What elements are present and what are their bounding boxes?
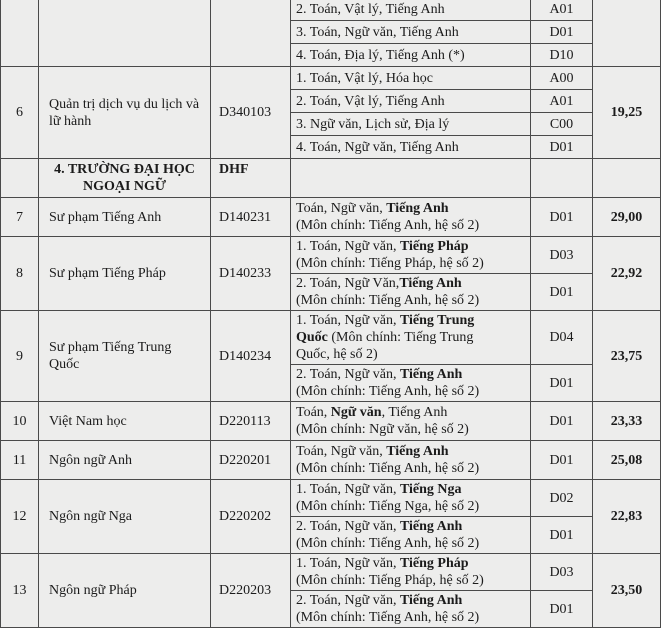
major-name-cell: Sư phạm Tiếng Pháp (39, 237, 211, 311)
combo-cell (291, 441, 531, 480)
combo-cell (291, 480, 531, 517)
major-name-cell: Sư phạm Tiếng Trung Quốc (39, 311, 211, 402)
block-code: D02 (531, 480, 593, 517)
block-code: D01 (531, 136, 593, 159)
combo-text: 1. Toán, Ngữ văn, (296, 482, 400, 497)
combo-text: 1. Toán, Ngữ văn, (296, 313, 400, 328)
table-row (1, 480, 661, 517)
block-code: D01 (531, 21, 593, 44)
major-name-cell: Ngôn ngữ Pháp (39, 554, 211, 628)
stt-cell: 7 (1, 198, 39, 237)
table-row (1, 402, 661, 441)
major-name-cell: Ngôn ngữ Nga (39, 480, 211, 554)
combo-text: Toán, Ngữ văn, (296, 201, 387, 216)
main-subject: Tiếng Anh (386, 444, 449, 459)
combo-cell (291, 198, 531, 237)
combo-cell (291, 311, 531, 365)
block-code: D01 (531, 365, 593, 402)
score-cell: 25,08 (593, 441, 661, 480)
main-subject: Tiếng Trung (399, 313, 475, 328)
score-cell: 29,00 (593, 198, 661, 237)
block-code: D03 (531, 554, 593, 591)
combo-text: 2. Toán, Ngữ văn, (296, 367, 400, 382)
combo-text: Toán, (296, 405, 331, 420)
major-name-cell: Quản trị dịch vụ du lịch và lữ hành (39, 67, 211, 159)
stt-cell: 11 (1, 441, 39, 480)
major-name-cell: Việt Nam học (39, 402, 211, 441)
combo-cell: 4. Toán, Địa lý, Tiếng Anh (*) (291, 44, 531, 67)
main-subject: Tiếng Pháp (399, 556, 469, 571)
combo-cell (291, 365, 531, 402)
score-cell: 22,83 (593, 480, 661, 554)
combo-text: 1. Toán, Ngữ văn, (296, 239, 400, 254)
major-code-cell: D140234 (211, 311, 291, 402)
combo-text: , Tiếng Anh (381, 405, 448, 420)
major-code-cell: D220202 (211, 480, 291, 554)
major-code-cell (211, 0, 291, 67)
score-cell (593, 159, 661, 198)
main-subject: Tiếng Anh (386, 201, 449, 216)
stt-cell: 13 (1, 554, 39, 628)
stt-cell: 10 (1, 402, 39, 441)
combo-note: (Môn chính: Ngữ văn, hệ số 2) (296, 422, 469, 437)
combo-text: Toán, Ngữ văn, (296, 444, 387, 459)
stt-cell (1, 0, 39, 67)
school-header-row (1, 159, 661, 198)
main-subject: Tiếng Pháp (399, 239, 469, 254)
table-row (1, 67, 661, 90)
combo-text: 1. Toán, Ngữ văn, (296, 556, 400, 571)
score-cell: 23,75 (593, 311, 661, 402)
combo-note: (Môn chính: Tiếng Anh, hệ số 2) (296, 293, 480, 308)
main-subject: Tiếng Anh (399, 276, 462, 291)
block-code: D01 (531, 591, 593, 628)
combo-note: (Môn chính: Tiếng Nga, hệ số 2) (296, 499, 480, 514)
combo-note: Quốc, hệ số 2) (296, 347, 378, 362)
combo-cell (291, 274, 531, 311)
stt-cell: 9 (1, 311, 39, 402)
stt-cell: 12 (1, 480, 39, 554)
major-code-cell: D220203 (211, 554, 291, 628)
block-code: A01 (531, 0, 593, 21)
block-code: D03 (531, 237, 593, 274)
score-cell: 19,25 (593, 67, 661, 159)
block-code: D10 (531, 44, 593, 67)
table-row (1, 198, 661, 237)
main-subject-cont: Quốc (296, 330, 328, 345)
combo-note: (Môn chính: Tiếng Anh, hệ số 2) (296, 218, 480, 233)
table-row (1, 311, 661, 365)
combo-note: (Môn chính: Tiếng Pháp, hệ số 2) (296, 256, 484, 271)
block-code: C00 (531, 113, 593, 136)
combo-cell (291, 237, 531, 274)
block-code: D01 (531, 274, 593, 311)
block-code: D01 (531, 441, 593, 480)
score-cell: 23,33 (593, 402, 661, 441)
score-cell (593, 0, 661, 67)
combo-cell: 1. Toán, Vật lý, Hóa học (291, 67, 531, 90)
combo-note: (Môn chính: Tiếng Anh, hệ số 2) (296, 536, 480, 551)
table-row (1, 554, 661, 591)
major-code-cell: D340103 (211, 67, 291, 159)
major-name-cell (39, 0, 211, 67)
major-name-cell: Sư phạm Tiếng Anh (39, 198, 211, 237)
stt-cell: 8 (1, 237, 39, 311)
block-code: D04 (531, 311, 593, 365)
score-cell: 22,92 (593, 237, 661, 311)
combo-cell: 4. Toán, Ngữ văn, Tiếng Anh (291, 136, 531, 159)
main-subject: Tiếng Anh (399, 367, 463, 382)
school-code: DHF (211, 159, 291, 198)
combo-text: 2. Toán, Ngữ văn, (296, 593, 400, 608)
table-row (1, 237, 661, 274)
combo-cell: 3. Toán, Ngữ văn, Tiếng Anh (291, 21, 531, 44)
combo-cell: 3. Ngữ văn, Lịch sử, Địa lý (291, 113, 531, 136)
table-row (1, 441, 661, 480)
main-subject: Tiếng Anh (399, 519, 463, 534)
combo-note: (Môn chính: Tiếng Trung (327, 330, 474, 345)
main-subject: Tiếng Anh (399, 593, 463, 608)
table-row (1, 0, 661, 21)
combo-note: (Môn chính: Tiếng Anh, hệ số 2) (296, 610, 480, 625)
combo-text: 2. Toán, Ngữ Văn, (296, 276, 400, 291)
main-subject: Tiếng Nga (399, 482, 462, 497)
major-code-cell: D140233 (211, 237, 291, 311)
main-subject: Ngữ văn (330, 405, 382, 420)
combo-note: (Môn chính: Tiếng Anh, hệ số 2) (296, 461, 480, 476)
combo-text: 2. Toán, Ngữ văn, (296, 519, 400, 534)
combo-cell: 2. Toán, Vật lý, Tiếng Anh (291, 0, 531, 21)
combo-cell (291, 402, 531, 441)
block-code: A01 (531, 90, 593, 113)
combo-cell (291, 591, 531, 628)
score-cell: 23,50 (593, 554, 661, 628)
block-code: D01 (531, 198, 593, 237)
combo-cell (291, 554, 531, 591)
stt-cell: 6 (1, 67, 39, 159)
combo-note: (Môn chính: Tiếng Pháp, hệ số 2) (296, 573, 484, 588)
major-code-cell: D220201 (211, 441, 291, 480)
school-name: 4. TRƯỜNG ĐẠI HỌC NGOẠI NGỮ (39, 159, 211, 198)
block-code (531, 159, 593, 198)
block-code: A00 (531, 67, 593, 90)
combo-cell (291, 159, 531, 198)
block-code: D01 (531, 402, 593, 441)
block-code: D01 (531, 517, 593, 554)
combo-cell: 2. Toán, Vật lý, Tiếng Anh (291, 90, 531, 113)
stt-cell (1, 159, 39, 198)
major-code-cell: D140231 (211, 198, 291, 237)
combo-cell (291, 517, 531, 554)
combo-note: (Môn chính: Tiếng Anh, hệ số 2) (296, 384, 480, 399)
major-name-cell: Ngôn ngữ Anh (39, 441, 211, 480)
major-code-cell: D220113 (211, 402, 291, 441)
